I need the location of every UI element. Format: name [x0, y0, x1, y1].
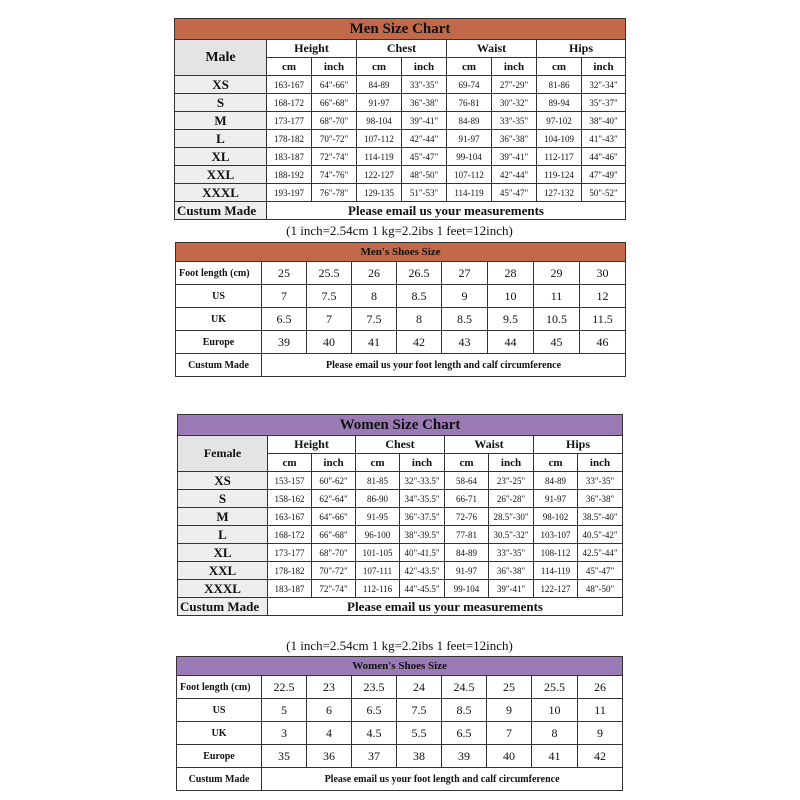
measurement-cell: 168-172 [268, 526, 312, 544]
shoe-size-cell: 30 [580, 262, 626, 285]
measurement-cell: 173-177 [267, 112, 312, 130]
measurement-cell: 36"-38" [578, 490, 623, 508]
men-unit: cm [267, 58, 312, 76]
measurement-cell: 38"-40" [582, 112, 626, 130]
shoe-size-cell: 35 [262, 745, 307, 768]
women-group-height: Height [268, 436, 356, 454]
measurement-cell: 48"-50" [578, 580, 623, 598]
shoe-size-cell: 6 [307, 699, 352, 722]
measurement-cell: 38.5"-40" [578, 508, 623, 526]
measurement-cell: 44"-46" [582, 148, 626, 166]
men-group-hips: Hips [537, 40, 626, 58]
measurement-cell: 45"-47" [578, 562, 623, 580]
foot-length-label: Foot length (cm) [176, 262, 262, 285]
size-label: M [175, 112, 267, 130]
men-unit: inch [492, 58, 537, 76]
women-size-chart [177, 414, 623, 616]
women-unit: cm [445, 454, 489, 472]
shoe-size-cell: 44 [488, 331, 534, 354]
measurement-cell: 30.5"-32" [489, 526, 534, 544]
shoe-size-cell: 42 [397, 331, 442, 354]
shoe-size-cell: 40 [487, 745, 532, 768]
measurement-cell: 122-127 [357, 166, 402, 184]
measurement-cell: 66"-68" [312, 94, 357, 112]
measurement-cell: 50"-52" [582, 184, 626, 202]
measurement-cell: 193-197 [267, 184, 312, 202]
measurement-cell: 68"-70" [312, 112, 357, 130]
measurement-cell: 178-182 [267, 130, 312, 148]
shoe-size-cell: 9 [442, 285, 488, 308]
measurement-cell: 77-81 [445, 526, 489, 544]
measurement-cell: 38"-39.5" [400, 526, 445, 544]
shoe-size-cell: 43 [442, 331, 488, 354]
measurement-cell: 188-192 [267, 166, 312, 184]
measurement-cell: 30"-32" [492, 94, 537, 112]
size-row [175, 76, 626, 94]
shoe-size-cell: 25 [487, 676, 532, 699]
measurement-cell: 96-100 [356, 526, 400, 544]
measurement-cell: 42.5"-44" [578, 544, 623, 562]
women-unit: inch [489, 454, 534, 472]
measurement-cell: 101-105 [356, 544, 400, 562]
measurement-cell: 35"-37" [582, 94, 626, 112]
size-label: XXL [175, 166, 267, 184]
shoe-size-cell: 36 [307, 745, 352, 768]
measurement-cell: 127-132 [537, 184, 582, 202]
women-shoes-title: Women's Shoes Size [177, 657, 623, 676]
measurement-cell: 39"-41" [402, 112, 447, 130]
measurement-cell: 39"-41" [489, 580, 534, 598]
measurement-cell: 45"-47" [492, 184, 537, 202]
women-group-hips: Hips [534, 436, 623, 454]
measurement-cell: 58-64 [445, 472, 489, 490]
men-shoes-custom-text: Please email us your foot length and calf circumference [262, 354, 626, 377]
women-custom-text: Please email us your measurements [268, 598, 623, 616]
measurement-cell: 76"-78" [312, 184, 357, 202]
shoe-size-cell: 46 [580, 331, 626, 354]
size-label: XXL [178, 562, 268, 580]
measurement-cell: 40"-41.5" [400, 544, 445, 562]
size-row [178, 544, 623, 562]
shoe-size-cell: 8.5 [397, 285, 442, 308]
size-row [175, 166, 626, 184]
measurement-cell: 99-104 [447, 148, 492, 166]
measurement-cell: 36"-38" [489, 562, 534, 580]
shoe-size-cell: 25.5 [307, 262, 352, 285]
measurement-cell: 107-112 [447, 166, 492, 184]
measurement-cell: 129-135 [357, 184, 402, 202]
shoe-size-cell: 5 [262, 699, 307, 722]
measurement-cell: 97-102 [537, 112, 582, 130]
shoe-size-cell: 11 [578, 699, 623, 722]
measurement-cell: 163-167 [267, 76, 312, 94]
measurement-cell: 72-76 [445, 508, 489, 526]
shoe-size-cell: 41 [532, 745, 578, 768]
measurement-cell: 163-167 [268, 508, 312, 526]
measurement-cell: 91-97 [447, 130, 492, 148]
us-label: US [176, 285, 262, 308]
shoe-size-cell: 7.5 [397, 699, 442, 722]
shoe-size-cell: 26 [578, 676, 623, 699]
shoe-size-cell: 39 [442, 745, 487, 768]
measurement-cell: 114-119 [447, 184, 492, 202]
shoe-size-cell: 41 [352, 331, 397, 354]
size-row [178, 472, 623, 490]
men-unit: cm [537, 58, 582, 76]
shoe-size-cell: 7 [262, 285, 307, 308]
men-shoes-custom-label: Custum Made [176, 354, 262, 377]
shoe-size-cell: 38 [397, 745, 442, 768]
men-custom-text: Please email us your measurements [267, 202, 626, 220]
measurement-cell: 28.5"-30" [489, 508, 534, 526]
size-row [175, 112, 626, 130]
measurement-cell: 183-187 [268, 580, 312, 598]
measurement-cell: 81-85 [356, 472, 400, 490]
measurement-cell: 64"-66" [312, 76, 357, 94]
measurement-cell: 26"-28" [489, 490, 534, 508]
measurement-cell: 42"-44" [492, 166, 537, 184]
men-gender-label: Male [175, 40, 267, 76]
measurement-cell: 23"-25" [489, 472, 534, 490]
shoe-size-cell: 5.5 [397, 722, 442, 745]
shoe-size-cell: 26 [352, 262, 397, 285]
shoe-size-cell: 24 [397, 676, 442, 699]
measurement-cell: 103-107 [534, 526, 578, 544]
shoe-size-cell: 9 [487, 699, 532, 722]
size-row [178, 562, 623, 580]
measurement-cell: 114-119 [357, 148, 402, 166]
measurement-cell: 173-177 [268, 544, 312, 562]
us-label: US [177, 699, 262, 722]
shoe-size-cell: 10.5 [534, 308, 580, 331]
measurement-cell: 91-97 [357, 94, 402, 112]
size-label: XXXL [178, 580, 268, 598]
europe-label: Europe [177, 745, 262, 768]
shoe-size-cell: 6.5 [442, 722, 487, 745]
shoe-size-cell: 7 [487, 722, 532, 745]
shoe-size-cell: 42 [578, 745, 623, 768]
size-label: S [178, 490, 268, 508]
measurement-cell: 66-71 [445, 490, 489, 508]
measurement-cell: 42"-43.5" [400, 562, 445, 580]
men-conversion-note: (1 inch=2.54cm 1 kg=2.2ibs 1 feet=12inch) [286, 223, 513, 238]
uk-label: UK [177, 722, 262, 745]
women-custom-label: Custum Made [178, 598, 268, 616]
uk-label: UK [176, 308, 262, 331]
measurement-cell: 153-157 [268, 472, 312, 490]
size-label: L [178, 526, 268, 544]
measurement-cell: 76-81 [447, 94, 492, 112]
size-row [175, 184, 626, 202]
shoe-size-cell: 11.5 [580, 308, 626, 331]
women-unit: inch [312, 454, 356, 472]
measurement-cell: 32"-33.5" [400, 472, 445, 490]
measurement-cell: 86-90 [356, 490, 400, 508]
shoe-size-cell: 9.5 [488, 308, 534, 331]
measurement-cell: 33"-35" [492, 112, 537, 130]
shoe-size-cell: 9 [578, 722, 623, 745]
size-label: XS [178, 472, 268, 490]
shoe-size-cell: 7.5 [307, 285, 352, 308]
shoe-size-cell: 25 [262, 262, 307, 285]
women-group-chest: Chest [356, 436, 445, 454]
foot-length-label: Foot length (cm) [177, 676, 262, 699]
shoe-size-cell: 37 [352, 745, 397, 768]
measurement-cell: 112-116 [356, 580, 400, 598]
shoe-size-cell: 11 [534, 285, 580, 308]
measurement-cell: 74"-76" [312, 166, 357, 184]
size-label: XL [178, 544, 268, 562]
shoe-size-cell: 40 [307, 331, 352, 354]
men-chart-title: Men Size Chart [175, 19, 626, 40]
shoe-size-cell: 39 [262, 331, 307, 354]
measurement-cell: 112-117 [537, 148, 582, 166]
shoe-size-cell: 23.5 [352, 676, 397, 699]
size-row [178, 490, 623, 508]
measurement-cell: 51"-53" [402, 184, 447, 202]
shoe-size-cell: 24.5 [442, 676, 487, 699]
measurement-cell: 45"-47" [402, 148, 447, 166]
men-unit: cm [357, 58, 402, 76]
women-unit: inch [400, 454, 445, 472]
size-label: L [175, 130, 267, 148]
measurement-cell: 68"-70" [312, 544, 356, 562]
men-unit: cm [447, 58, 492, 76]
measurement-cell: 33"-35" [402, 76, 447, 94]
measurement-cell: 36"-37.5" [400, 508, 445, 526]
shoe-size-cell: 8 [352, 285, 397, 308]
measurement-cell: 98-104 [357, 112, 402, 130]
size-label: S [175, 94, 267, 112]
measurement-cell: 41"-43" [582, 130, 626, 148]
men-group-height: Height [267, 40, 357, 58]
shoe-size-cell: 22.5 [262, 676, 307, 699]
measurement-cell: 33"-35" [489, 544, 534, 562]
measurement-cell: 36"-38" [492, 130, 537, 148]
measurement-cell: 47"-49" [582, 166, 626, 184]
shoe-size-cell: 8 [397, 308, 442, 331]
women-unit: cm [268, 454, 312, 472]
women-unit: inch [578, 454, 623, 472]
europe-label: Europe [176, 331, 262, 354]
men-unit: inch [582, 58, 626, 76]
women-chart-title: Women Size Chart [178, 415, 623, 436]
measurement-cell: 158-162 [268, 490, 312, 508]
shoe-size-cell: 28 [488, 262, 534, 285]
size-label: XXXL [175, 184, 267, 202]
measurement-cell: 62"-64" [312, 490, 356, 508]
shoe-size-cell: 3 [262, 722, 307, 745]
measurement-cell: 84-89 [447, 112, 492, 130]
measurement-cell: 98-102 [534, 508, 578, 526]
women-shoes-chart [176, 656, 623, 791]
measurement-cell: 84-89 [534, 472, 578, 490]
measurement-cell: 64"-66" [312, 508, 356, 526]
measurement-cell: 60"-62" [312, 472, 356, 490]
measurement-cell: 119-124 [537, 166, 582, 184]
measurement-cell: 70"-72" [312, 562, 356, 580]
women-shoes-custom-label: Custum Made [177, 768, 262, 791]
men-custom-label: Custum Made [175, 202, 267, 220]
size-row [175, 130, 626, 148]
shoe-size-cell: 8.5 [442, 308, 488, 331]
shoe-size-cell: 23 [307, 676, 352, 699]
measurement-cell: 104-109 [537, 130, 582, 148]
shoe-size-cell: 6.5 [262, 308, 307, 331]
measurement-cell: 33"-35" [578, 472, 623, 490]
men-unit: inch [312, 58, 357, 76]
shoe-size-cell: 8 [532, 722, 578, 745]
size-row [178, 508, 623, 526]
measurement-cell: 91-95 [356, 508, 400, 526]
women-gender-label: Female [178, 436, 268, 472]
shoe-size-cell: 10 [532, 699, 578, 722]
shoe-size-cell: 4.5 [352, 722, 397, 745]
shoe-size-cell: 45 [534, 331, 580, 354]
size-row [175, 94, 626, 112]
measurement-cell: 72"-74" [312, 580, 356, 598]
measurement-cell: 44"-45.5" [400, 580, 445, 598]
size-label: XS [175, 76, 267, 94]
shoe-size-cell: 25.5 [532, 676, 578, 699]
measurement-cell: 89-94 [537, 94, 582, 112]
measurement-cell: 91-97 [534, 490, 578, 508]
women-shoes-custom-text: Please email us your foot length and calf circumference [262, 768, 623, 791]
measurement-cell: 69-74 [447, 76, 492, 94]
measurement-cell: 34"-35.5" [400, 490, 445, 508]
measurement-cell: 84-89 [445, 544, 489, 562]
measurement-cell: 107-112 [357, 130, 402, 148]
shoe-size-cell: 7 [307, 308, 352, 331]
women-unit: cm [356, 454, 400, 472]
measurement-cell: 114-119 [534, 562, 578, 580]
size-row [175, 148, 626, 166]
measurement-cell: 183-187 [267, 148, 312, 166]
size-row [178, 526, 623, 544]
men-size-chart [174, 18, 626, 220]
measurement-cell: 32"-34" [582, 76, 626, 94]
men-shoes-chart [175, 242, 626, 377]
men-unit: inch [402, 58, 447, 76]
men-group-waist: Waist [447, 40, 537, 58]
size-row [178, 580, 623, 598]
measurement-cell: 122-127 [534, 580, 578, 598]
measurement-cell: 40.5"-42" [578, 526, 623, 544]
size-label: M [178, 508, 268, 526]
shoe-size-cell: 8.5 [442, 699, 487, 722]
measurement-cell: 36"-38" [402, 94, 447, 112]
measurement-cell: 42"-44" [402, 130, 447, 148]
shoe-size-cell: 12 [580, 285, 626, 308]
shoe-size-cell: 10 [488, 285, 534, 308]
measurement-cell: 91-97 [445, 562, 489, 580]
shoe-size-cell: 29 [534, 262, 580, 285]
measurement-cell: 70"-72" [312, 130, 357, 148]
measurement-cell: 72"-74" [312, 148, 357, 166]
men-shoes-title: Men's Shoes Size [176, 243, 626, 262]
measurement-cell: 107-111 [356, 562, 400, 580]
measurement-cell: 48"-50" [402, 166, 447, 184]
men-group-chest: Chest [357, 40, 447, 58]
women-conversion-note: (1 inch=2.54cm 1 kg=2.2ibs 1 feet=12inch) [286, 638, 513, 653]
shoe-size-cell: 26.5 [397, 262, 442, 285]
shoe-size-cell: 27 [442, 262, 488, 285]
women-unit: cm [534, 454, 578, 472]
women-group-waist: Waist [445, 436, 534, 454]
shoe-size-cell: 7.5 [352, 308, 397, 331]
shoe-size-cell: 6.5 [352, 699, 397, 722]
measurement-cell: 81-86 [537, 76, 582, 94]
size-label: XL [175, 148, 267, 166]
measurement-cell: 108-112 [534, 544, 578, 562]
measurement-cell: 66"-68" [312, 526, 356, 544]
measurement-cell: 99-104 [445, 580, 489, 598]
measurement-cell: 39"-41" [492, 148, 537, 166]
shoe-size-cell: 4 [307, 722, 352, 745]
measurement-cell: 178-182 [268, 562, 312, 580]
measurement-cell: 168-172 [267, 94, 312, 112]
measurement-cell: 84-89 [357, 76, 402, 94]
measurement-cell: 27"-29" [492, 76, 537, 94]
